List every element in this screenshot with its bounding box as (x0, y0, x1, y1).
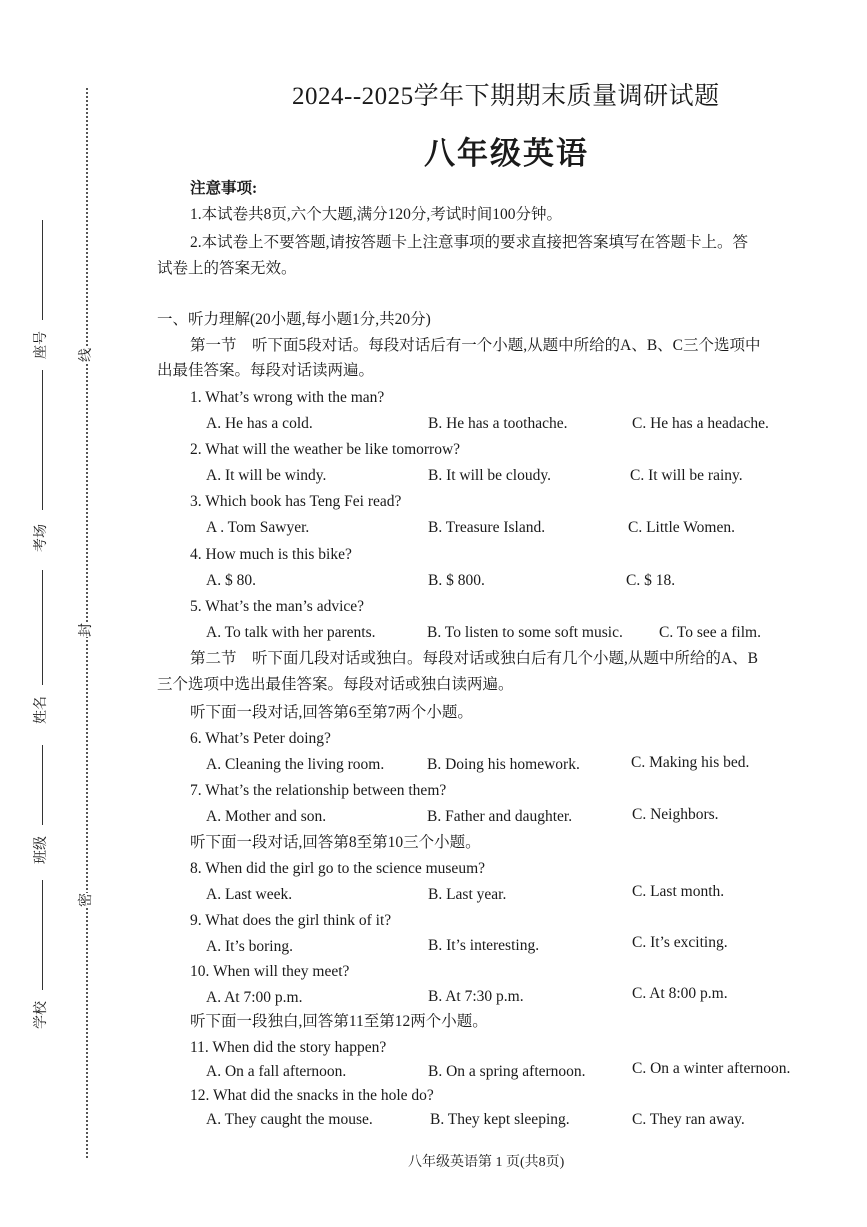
notes-item-1: 1.本试卷共8页,六个大题,满分120分,考试时间100分钟。 (190, 206, 563, 223)
name-label: 姓名 (34, 696, 49, 724)
intro-q8-q10: 听下面一段对话,回答第8至第10三个小题。 (190, 834, 481, 851)
question-10: 10. When will they meet? (190, 963, 350, 980)
question-12: 12. What did the snacks in the hole do? (190, 1087, 434, 1104)
q4-option-b[interactable]: B. $ 800. (428, 572, 485, 589)
q6-option-a[interactable]: A. Cleaning the living room. (206, 756, 385, 773)
q12-option-b[interactable]: B. They kept sleeping. (430, 1111, 570, 1128)
q7-option-a[interactable]: A. Mother and son. (206, 808, 327, 825)
seal-line-label: 线 (75, 348, 95, 362)
q3-option-a[interactable]: A . Tom Sawyer. (206, 519, 310, 536)
notes-item-2-cont: 试卷上的答案无效。 (157, 260, 297, 277)
question-7: 7. What’s the relationship between them? (190, 782, 447, 799)
question-11: 11. When did the story happen? (190, 1039, 387, 1056)
section2-instruction: 第二节 听下面几段对话或独白。每段对话或独白后有几个小题,从题中所给的A、B (190, 650, 758, 667)
question-2: 2. What will the weather be like tomorrow? (190, 441, 461, 458)
q8-option-a[interactable]: A. Last week. (206, 886, 293, 903)
q7-option-c[interactable]: C. Neighbors. (632, 806, 719, 823)
class-label: 班级 (34, 836, 49, 864)
q3-option-c[interactable]: C. Little Women. (628, 519, 735, 536)
q12-option-a[interactable]: A. They caught the mouse. (206, 1111, 373, 1128)
exam-room-label: 考场 (34, 524, 49, 552)
section1-instruction: 第一节 听下面5段对话。每段对话后有一个小题,从题中所给的A、B、C三个选项中 (190, 337, 761, 354)
page-footer: 八年级英语第 1 页(共8页) (408, 1155, 565, 1170)
page-subtitle: 八年级英语 (424, 136, 589, 171)
q1-option-b[interactable]: B. He has a toothache. (428, 415, 568, 432)
question-3: 3. Which book has Teng Fei read? (190, 493, 402, 510)
q3-option-b[interactable]: B. Treasure Island. (428, 519, 546, 536)
q5-option-b[interactable]: B. To listen to some soft music. (427, 624, 623, 641)
intro-q6-q7: 听下面一段对话,回答第6至第7两个小题。 (190, 704, 473, 721)
intro-q11-q12: 听下面一段独白,回答第11至第12两个小题。 (190, 1013, 488, 1030)
q4-option-c[interactable]: C. $ 18. (626, 572, 676, 589)
question-1: 1. What’s wrong with the man? (190, 389, 385, 406)
school-label: 学校 (34, 1001, 49, 1029)
school-blank[interactable] (42, 880, 43, 990)
seal-seal-label: 封 (75, 623, 95, 637)
q6-option-c[interactable]: C. Making his bed. (631, 754, 750, 771)
q12-option-c[interactable]: C. They ran away. (632, 1111, 745, 1128)
part1-heading: 一、听力理解(20小题,每小题1分,共20分) (157, 311, 431, 328)
q1-option-a[interactable]: A. He has a cold. (206, 415, 313, 432)
exam-room-blank[interactable] (42, 370, 43, 510)
notes-item-2: 2.本试卷上不要答题,请按答题卡上注意事项的要求直接把答案填写在答题卡上。答 (190, 234, 749, 251)
class-blank[interactable] (42, 745, 43, 825)
q2-option-b[interactable]: B. It will be cloudy. (428, 467, 551, 484)
q9-option-c[interactable]: C. It’s exciting. (632, 934, 728, 951)
q8-option-c[interactable]: C. Last month. (632, 883, 725, 900)
q11-option-a[interactable]: A. On a fall afternoon. (206, 1063, 347, 1080)
question-4: 4. How much is this bike? (190, 546, 352, 563)
page-title: 2024--2025学年下期期末质量调研试题 (292, 83, 720, 110)
q4-option-a[interactable]: A. $ 80. (206, 572, 256, 589)
q7-option-b[interactable]: B. Father and daughter. (427, 808, 573, 825)
q11-option-c[interactable]: C. On a winter afternoon. (632, 1060, 791, 1077)
q5-option-c[interactable]: C. To see a film. (659, 624, 761, 641)
q10-option-a[interactable]: A. At 7:00 p.m. (206, 989, 303, 1006)
question-9: 9. What does the girl think of it? (190, 912, 392, 929)
section1-instruction-cont: 出最佳答案。每段对话读两遍。 (157, 362, 375, 379)
q10-option-b[interactable]: B. At 7:30 p.m. (428, 988, 524, 1005)
q1-option-c[interactable]: C. He has a headache. (632, 415, 769, 432)
q2-option-c[interactable]: C. It will be rainy. (630, 467, 743, 484)
seat-label: 座号 (34, 331, 49, 359)
q10-option-c[interactable]: C. At 8:00 p.m. (632, 985, 728, 1002)
q9-option-b[interactable]: B. It’s interesting. (428, 937, 540, 954)
q6-option-b[interactable]: B. Doing his homework. (427, 756, 580, 773)
question-8: 8. When did the girl go to the science museum? (190, 860, 485, 877)
question-6: 6. What’s Peter doing? (190, 730, 331, 747)
q11-option-b[interactable]: B. On a spring afternoon. (428, 1063, 586, 1080)
seat-blank[interactable] (42, 220, 43, 320)
name-blank[interactable] (42, 570, 43, 685)
seal-secret-label: 密 (75, 893, 95, 907)
q2-option-a[interactable]: A. It will be windy. (206, 467, 327, 484)
section2-instruction-cont: 三个选项中选出最佳答案。每段对话或独白读两遍。 (157, 676, 514, 693)
notes-heading: 注意事项: (190, 180, 258, 197)
q5-option-a[interactable]: A. To talk with her parents. (206, 624, 376, 641)
question-5: 5. What’s the man’s advice? (190, 598, 365, 615)
q8-option-b[interactable]: B. Last year. (428, 886, 507, 903)
q9-option-a[interactable]: A. It’s boring. (206, 938, 293, 955)
